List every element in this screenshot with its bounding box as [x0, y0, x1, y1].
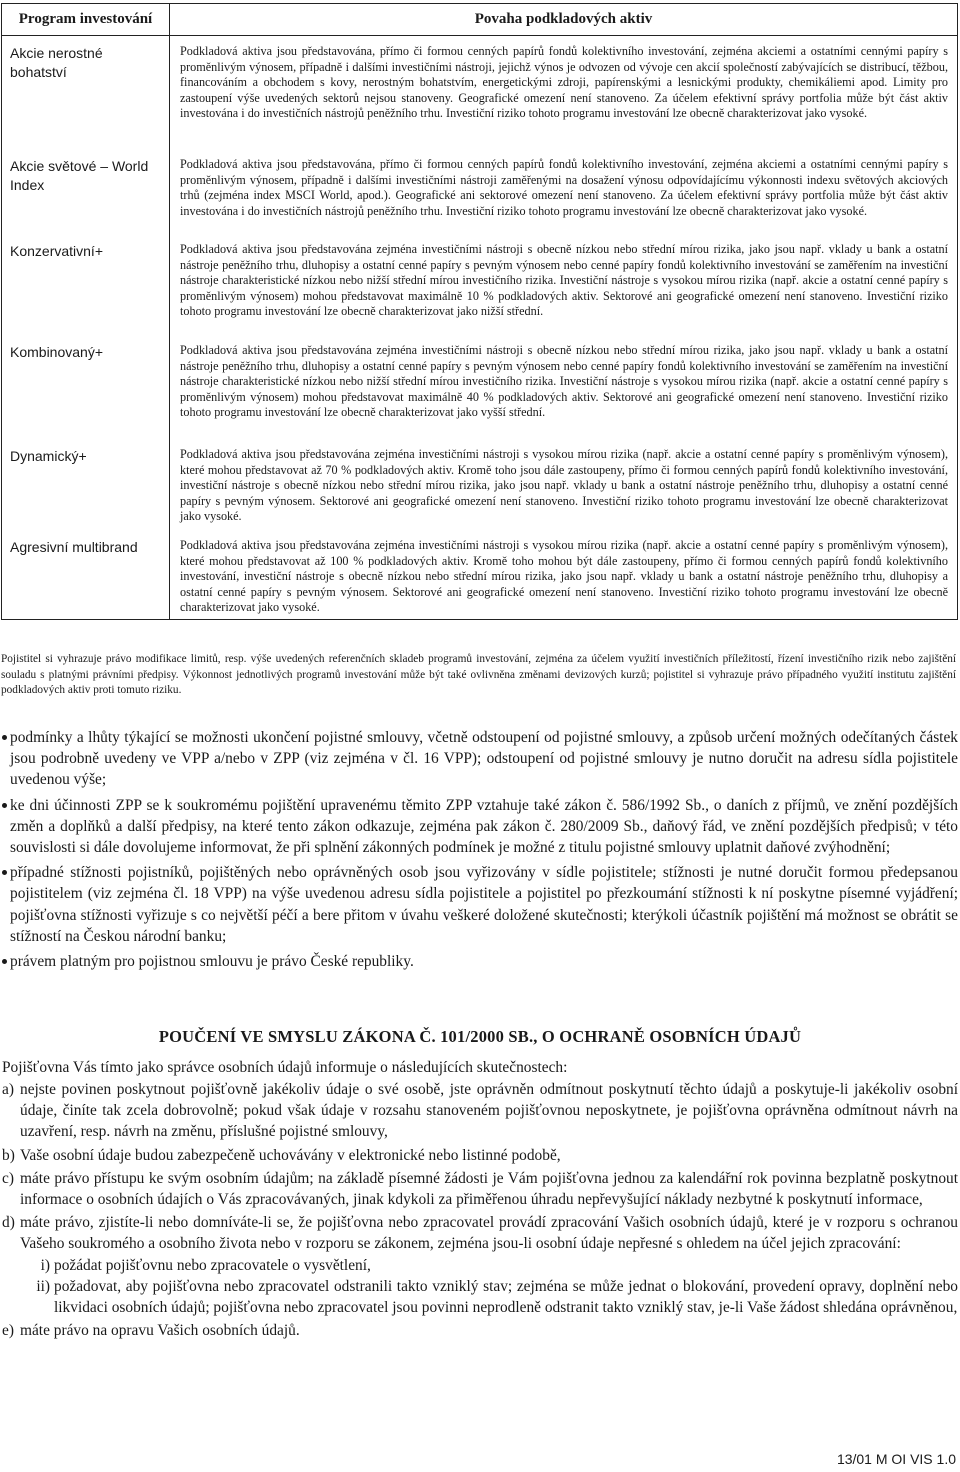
- list-item: [2, 1079, 958, 1143]
- program-description: Podkladová aktiva jsou představována, přímo či formou cenných papírů fondů kolektivního investování, zejména akciemi a ostatními cennými papíry s proměnlivým výnosem, případně i dalšími investičními nástroji zaměřenými na dosažení výnosu odpovídajícímu výkonnosti indexu světových akciových trhů (zejména index MSCI World, apod.). Geografické ani sektorové omezení není stanoveno. Za účelem efektivní správy portfolia může být část aktiv investována i do investičních nástrojů peněžního trhu. Investiční riziko tohoto programu investování lze obecně charakterizovat jako vysoké.: [170, 148, 958, 234]
- program-name: Kombinovaný+: [2, 330, 170, 431]
- list-marker: d): [2, 1214, 15, 1232]
- list-marker: ii): [36, 1277, 50, 1295]
- program-name: Akcie světové – World Index: [2, 148, 170, 234]
- bullet-icon: [2, 870, 7, 875]
- table-row: [2, 431, 958, 525]
- program-name: Dynamický+: [2, 431, 170, 525]
- list-item: [2, 1320, 958, 1341]
- list-item-text: ke dni účinnosti ZPP se k soukromému pojištění upravenému těmito ZPP vztahuje také zákon č. 586/1992 Sb., o daních z příjmů, ve znění pozdějších změn a doplňků a další předpisy, na které tento zákon odkazuje, zejména pak zákon č. 280/2009 Sb., daňový řád, ve znění pozdějších předpisů; v této souvislosti si dále dovolujeme informovat, že při splnění zákonných podmínek je možné z titulu pojistné smlouvy uplatnit daňové zvýhodnění;: [10, 796, 958, 857]
- list-item-text: máte právo přístupu ke svým osobním údajům; na základě písemné žádosti je Vám pojišťovna jednou za kalendářní rok povinna bezplatně poskytnout informace o osobních údajích o Vás zpracovávaných, jinak kdykoli za přiměřenou úhradu nepřevyšující náklady nezbytné k poskytnutí informace,: [20, 1169, 958, 1209]
- list-item-text: podmínky a lhůty týkající se možnosti ukončení pojistné smlouvy, včetně odstoupení od pojistné smlouvy, a způsob určení možných odečítaných částek jsou podrobně uvedeny ve VPP a/nebo v ZPP (viz zejména v čl. 16 VPP); odstoupení od pojistné smlouvy je nutno doručit na adresu sídla pojistitele uvedenou výše;: [10, 729, 958, 789]
- program-description: Podkladová aktiva jsou představována zejména investičními nástroji s vysokou mírou rizika (např. akcie a ostatní cenné papíry s proměnlivým výnosem), které mohou představovat až 70 % podkladových aktiv. Kromě toho jsou dále zastoupeny, přímo či formou cenných papírů fondů kolektivního investování, investiční nástroje s obecně nízkou nebo střední mírou rizika, jako jsou např. vklady u bank a ostatní nástroje peněžního trhu, dluhopisy a ostatní cenné papíry s pevným výnosem. Sektorové ani geografické omezení není stanoveno. Investiční riziko tohoto programu investování lze obecně charakterizovat jako vysoké.: [170, 431, 958, 525]
- privacy-heading: POUČENÍ VE SMYSLU ZÁKONA Č. 101/2000 SB., O OCHRANĚ OSOBNÍCH ÚDAJŮ: [158, 1027, 802, 1046]
- sub-list-item: [20, 1276, 958, 1318]
- table-row: [2, 234, 958, 330]
- table-row: [2, 330, 958, 431]
- list-item-text: právem platným pro pojistnou smlouvu je právo České republiky.: [10, 953, 414, 971]
- program-description: Podkladová aktiva jsou představována zejména investičními nástroji s vysokou mírou rizika (např. akcie a ostatní cenné papíry s proměnlivým výnosem), které mohou představovat až 100 % podkladových aktiv. Kromě toho mohou být dále zastoupeny, přímo či formou cenných papírů fondů kolektivního investování, investiční nástroje s obecně nízkou nebo střední mírou rizika, jako jsou např. vklady u bank a ostatní nástroje peněžního trhu, dluhopisy a ostatní cenné papíry s pevným výnosem. Sektorové ani geografické omezení není stanoveno. Investiční riziko tohoto programu investování lze obecně charakterizovat jako vysoké.: [170, 525, 958, 620]
- program-name: Akcie nerostné bohatství: [2, 36, 170, 149]
- privacy-sub-list: [20, 1255, 958, 1319]
- privacy-intro: Pojišťovna Vás tímto jako správce osobních údajů informuje o následujících skutečnostech:: [2, 1059, 568, 1076]
- list-marker: b): [2, 1146, 15, 1164]
- list-item-text: případné stížnosti pojistníků, pojištěných nebo oprávněných osob jsou vyřizovány v sídle pojistitele; stížnosti je nutné doručit formou předepsanou pojistitelem (viz zejména čl. 18 VPP) na výše uvedenou adresu sídla pojistitele a pojistitel po přezkoumání stížnosti k ní poskytne písemné vyjádření; pojišťovna stížnosti vyřizuje s co největší péčí a bere přitom v úvahu veškeré doložené skutečnosti; kterýkoli účastník pojištění má možnost se obrátit se stížností na Českou národní banku;: [10, 864, 958, 945]
- list-item-text: požádat pojišťovnu nebo zpracovatele o vysvětlení,: [54, 1256, 371, 1274]
- list-item: [2, 1145, 958, 1166]
- list-item-text: Vaše osobní údaje budou zabezpečeně uchovávány v elektronické nebo listinné podobě,: [20, 1146, 561, 1164]
- program-name: Konzervativní+: [2, 234, 170, 330]
- limits-note: Pojistitel si vyhrazuje právo modifikace limitů, resp. výše uvedených referenčních skladeb programů investování, zejména za účelem využití investičních příležitostí, řízení investičního rizik nebo zajištění souladu s platnými právními předpisy. Výkonnost jednotlivých programů investování může být také ovlivněna změnami devizových kurzů; pojistitel si vyhrazuje právo případného využití institutu zajištění podkladových aktiv proti tomuto riziku.: [1, 653, 956, 697]
- bullet-icon: [2, 735, 7, 740]
- program-description: Podkladová aktiva jsou představována, přímo či formou cenných papírů fondů kolektivního investování, zejména akciemi a ostatními cennými papíry s proměnlivým výnosem, případně i dalšími investičními nástroji, jejichž výnos je odvozen od vývoje cen akcií společností zabývajících se distribucí, těžbou, financováním a obchodem s kovy, nerostným bohatstvím, energetickými zdroji, papírenskými a lesnickými produkty, chemikáliemi apod. Limity pro zastoupení výše uvedených sektorů nejsou stanoveny. Geografické omezení není stanoveno. Za účelem efektivní správy portfolia může být část aktiv investována i do investičních nástrojů peněžního trhu. Investiční riziko tohoto programu investování lze obecně charakterizovat jako vysoké.: [170, 36, 958, 149]
- privacy-rights-list: [2, 1079, 958, 1343]
- document-code: 13/01 M OI VIS 1.0: [836, 1451, 956, 1467]
- list-item-text: máte právo, zjistíte-li nebo domníváte-li se, že pojišťovna nebo zpracovatel provádí zpracování Vašich osobních údajů, které je v rozporu s ochranou Vašeho soukromého a osobního života nebo v rozporu se zákonem, zejména jsou-li osobní údaje nepřesné s ohledem na účel jejich zpracování:: [20, 1214, 958, 1253]
- list-marker: c): [2, 1169, 14, 1187]
- info-bullet-list: [2, 727, 958, 976]
- table-row: [2, 36, 958, 149]
- list-item: [2, 862, 958, 947]
- bullet-icon: [2, 803, 7, 808]
- table-row: [2, 148, 958, 234]
- list-marker: i): [40, 1256, 50, 1274]
- table-header-row: [2, 4, 958, 36]
- bullet-icon: [2, 959, 7, 964]
- header-asset-nature: Povaha podkladových aktiv: [170, 4, 958, 36]
- list-marker: a): [2, 1081, 14, 1098]
- list-item-text: máte právo na opravu Vašich osobních údajů.: [20, 1322, 300, 1340]
- investment-programs-table: [1, 3, 958, 620]
- header-program: Program investování: [2, 4, 170, 36]
- list-item: [2, 1212, 958, 1318]
- program-description: Podkladová aktiva jsou představována zejména investičními nástroji s obecně nízkou nebo střední mírou rizika, jako jsou např. vklady u bank a ostatní nástroje peněžního trhu, dluhopisy a ostatní cenné papíry s pevným výnosem nebo cenné papíry fondů kolektivního investování se zaměřením na investiční nástroje charakteristické nízkou nebo nižší střední mírou investičního rizika. Investiční nástroje s vysokou mírou rizika (např. akcie a ostatní cenné papíry s proměnlivým výnosem) mohou představovat maximálně 40 % podkladových aktiv. Sektorové ani geografické omezení není stanoveno. Investiční riziko tohoto programu investování lze obecně charakterizovat jako vyšší střední.: [170, 330, 958, 431]
- table-row: [2, 525, 958, 620]
- list-marker: e): [2, 1322, 14, 1340]
- list-item: [2, 1168, 958, 1210]
- program-name: Agresivní multibrand: [2, 525, 170, 620]
- program-description: Podkladová aktiva jsou představována zejména investičními nástroji s obecně nízkou nebo střední mírou rizika, jako jsou např. vklady u bank a ostatní nástroje peněžního trhu, dluhopisy a ostatní cenné papíry s pevným výnosem nebo cenné papíry fondů kolektivního investování se zaměřením na investiční nástroje charakteristické nízkou nebo nižší střední mírou investičního rizika. Investiční nástroje s vysokou mírou rizika (např. akcie a ostatní cenné papíry s proměnlivým výnosem) mohou představovat maximálně 10 % podkladových aktiv. Sektorové ani geografické omezení není stanoveno. Investiční riziko tohoto programu investování lze obecně charakterizovat jako nižší střední.: [170, 234, 958, 330]
- list-item: [2, 727, 958, 791]
- list-item: [2, 795, 958, 859]
- list-item-text: nejste povinen poskytnout pojišťovně jakékoliv údaje o své osobě, jste oprávněn odmítnout poskytnutí těchto údajů a poskytuje-li jakékoliv osobní údaje, činíte tak zcela dobrovolně; pokud však údaje v rozsahu stanoveném pojišťovnou neposkytnete, je pojišťovna oprávněna odmítnout návrh na uzavření, resp. návrh na změnu, příslušné pojistné smlouvy,: [20, 1081, 958, 1141]
- list-item: [2, 951, 958, 972]
- sub-list-item: [20, 1255, 958, 1276]
- list-item-text: požadovat, aby pojišťovna nebo zpracovatel odstranili takto vzniklý stav; zejména se může jednat o blokování, provedení opravy, doplnění nebo likvidaci osobních údajů; pojišťovna nebo zpracovatel jsou povinni neprodleně odstranit takto vzniklý stav, je-li Vaše žádost shledána oprávněnou,: [54, 1277, 958, 1317]
